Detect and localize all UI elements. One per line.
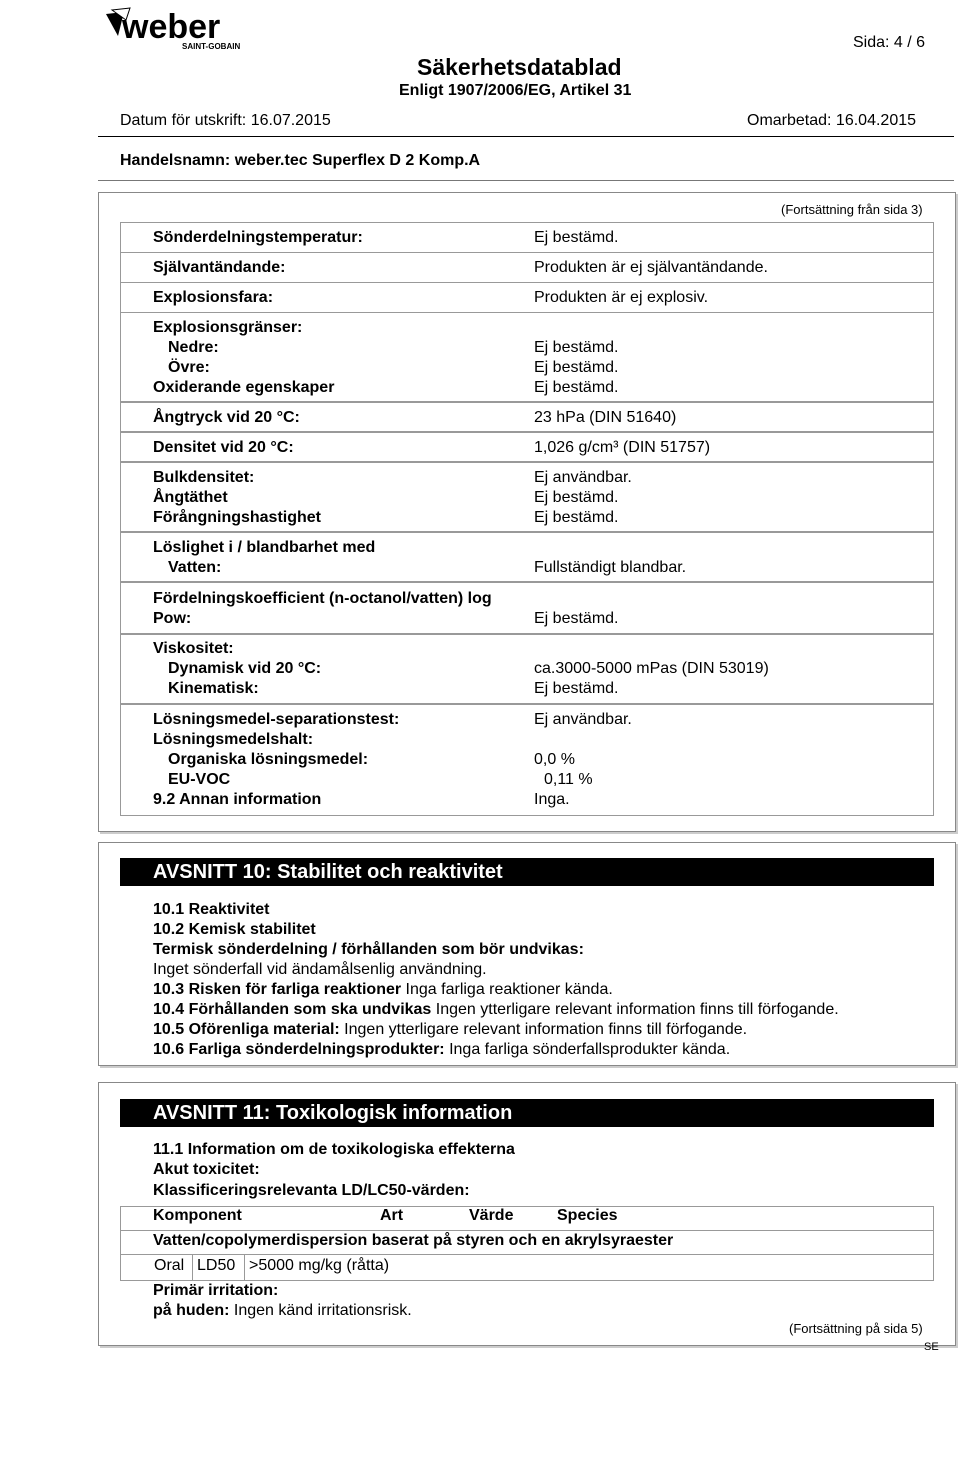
pow-value: Ej bestämd. <box>534 610 619 627</box>
kin-label: Kinematisk: <box>168 680 259 697</box>
section11-title: AVSNITT 11: Toxikologisk information <box>120 1099 934 1127</box>
density-label: Densitet vid 20 °C: <box>153 439 294 456</box>
acute-tox: Akut toxicitet: <box>153 1161 260 1178</box>
decomp-value: Ej bestämd. <box>534 229 619 246</box>
s106-label: 10.6 Farliga sönderdelningsprodukter: <box>153 1041 445 1058</box>
decomp-label: Sönderdelningstemperatur: <box>153 229 363 246</box>
tox-component: Vatten/copolymerdispersion baserat på styren och en akrylsyraester <box>153 1232 674 1249</box>
selfign-label: Självantändande: <box>153 259 286 276</box>
vapour-label: Ångtryck vid 20 °C: <box>153 409 300 426</box>
oxid-value: Ej bestämd. <box>534 379 619 396</box>
bulk-label: Bulkdensitet: <box>153 469 255 486</box>
s101: 10.1 Reaktivitet <box>153 901 270 918</box>
lower-label: Nedre: <box>168 339 219 356</box>
bulk-value: Ej användbar. <box>534 469 632 486</box>
evap-label: Förångningshastighet <box>153 509 321 526</box>
explos-label: Explosionsfara: <box>153 289 274 306</box>
section10-title: AVSNITT 10: Stabilitet och reaktivitet <box>120 858 934 886</box>
continued-to: (Fortsättning på sida 5) <box>789 1321 923 1336</box>
upper-label: Övre: <box>168 359 210 376</box>
vdens-value: Ej bestämd. <box>534 489 619 506</box>
continued-from: (Fortsättning från sida 3) <box>781 202 923 217</box>
page-number: Sida: 4 / 6 <box>853 34 926 51</box>
visc-label: Viskositet: <box>153 640 234 657</box>
doc-subtitle: Enligt 1907/2006/EG, Artikel 31 <box>399 82 632 99</box>
s103-text: Inga farliga reaktioner kända. <box>401 981 613 998</box>
thermal-label: Termisk sönderdelning / förhållanden som bör undvikas: <box>153 941 584 958</box>
tox-table-header <box>120 1206 934 1231</box>
trade-name: Handelsnamn: weber.tec Superflex D 2 Komp.A <box>120 152 481 169</box>
sep-label: Lösningsmedel-separationstest: <box>153 711 400 728</box>
org-label: Organiska lösningsmedel: <box>168 751 369 768</box>
selfign-value: Produkten är ej självantändande. <box>534 259 768 276</box>
th-art: Art <box>380 1207 404 1224</box>
water-value: Fullständigt blandbar. <box>534 559 687 576</box>
water-label: Vatten: <box>168 559 222 576</box>
revised-date: Omarbetad: 16.04.2015 <box>747 112 917 129</box>
voc-value: 0,11 % <box>544 771 593 788</box>
skin-text: Ingen känd irritationsrisk. <box>229 1302 412 1319</box>
vdens-label: Ångtäthet <box>153 489 228 506</box>
print-date: Datum för utskrift: 16.07.2015 <box>120 112 331 129</box>
primary-irritation: Primär irritation: <box>153 1282 279 1299</box>
doc-title: Säkerhetsdatablad <box>417 54 622 80</box>
s105-label: 10.5 Oförenliga material: <box>153 1021 340 1038</box>
pow-label: Pow: <box>153 610 192 627</box>
voc-label: EU-VOC <box>168 771 231 788</box>
kin-value: Ej bestämd. <box>534 680 619 697</box>
th-species: Species <box>557 1207 618 1224</box>
s106-text: Inga farliga sönderfallsprodukter kända. <box>444 1041 731 1058</box>
other-value: Inga. <box>534 791 570 808</box>
th-varde: Värde <box>469 1207 514 1224</box>
density-value: 1,026 g/cm³ (DIN 51757) <box>534 439 711 456</box>
explos-value: Produkten är ej explosiv. <box>534 289 709 306</box>
s105-text: Ingen ytterligare relevant information finns till förfogande. <box>339 1021 748 1038</box>
skin-label: på huden: <box>153 1302 230 1319</box>
oxid-label: Oxiderande egenskaper <box>153 379 335 396</box>
ld-label: Klassificeringsrelevanta LD/LC50-värden: <box>153 1182 470 1199</box>
dyn-value: ca.3000-5000 mPas (DIN 53019) <box>534 660 769 677</box>
org-value: 0,0 % <box>534 751 575 768</box>
solub-label: Löslighet i / blandbarhet med <box>153 539 376 556</box>
vapour-value: 23 hPa (DIN 51640) <box>534 409 677 426</box>
brand-sub: SAINT-GOBAIN <box>182 42 241 51</box>
tox-value: >5000 mg/kg (råtta) <box>249 1257 390 1274</box>
table-row <box>120 1255 934 1281</box>
s103-label: 10.3 Risken för farliga reaktioner <box>153 981 402 998</box>
s111: 11.1 Information om de toxikologiska effekterna <box>153 1141 515 1158</box>
s104-label: 10.4 Förhållanden som ska undvikas <box>153 1001 432 1018</box>
sep-value: Ej användbar. <box>534 711 632 728</box>
solv-label: Lösningsmedelshalt: <box>153 731 314 748</box>
partition-label: Fördelningskoefficient (n-octanol/vatten) log <box>153 590 492 607</box>
dyn-label: Dynamisk vid 20 °C: <box>168 660 322 677</box>
evap-value: Ej bestämd. <box>534 509 619 526</box>
upper-value: Ej bestämd. <box>534 359 619 376</box>
other-label: 9.2 Annan information <box>153 791 322 808</box>
thermal-text: Inget sönderfall vid ändamålsenlig användning. <box>153 961 487 978</box>
brand-text: weber <box>122 8 221 46</box>
tox-type: LD50 <box>197 1257 236 1274</box>
s102: 10.2 Kemisk stabilitet <box>153 921 316 938</box>
weber-logo <box>104 6 254 52</box>
tox-route: Oral <box>154 1257 185 1274</box>
language-code: SE <box>924 1341 939 1353</box>
th-komponent: Komponent <box>153 1207 242 1224</box>
lower-value: Ej bestämd. <box>534 339 619 356</box>
s104-text: Ingen ytterligare relevant information finns till förfogande. <box>431 1001 839 1018</box>
limits-label: Explosionsgränser: <box>153 319 303 336</box>
